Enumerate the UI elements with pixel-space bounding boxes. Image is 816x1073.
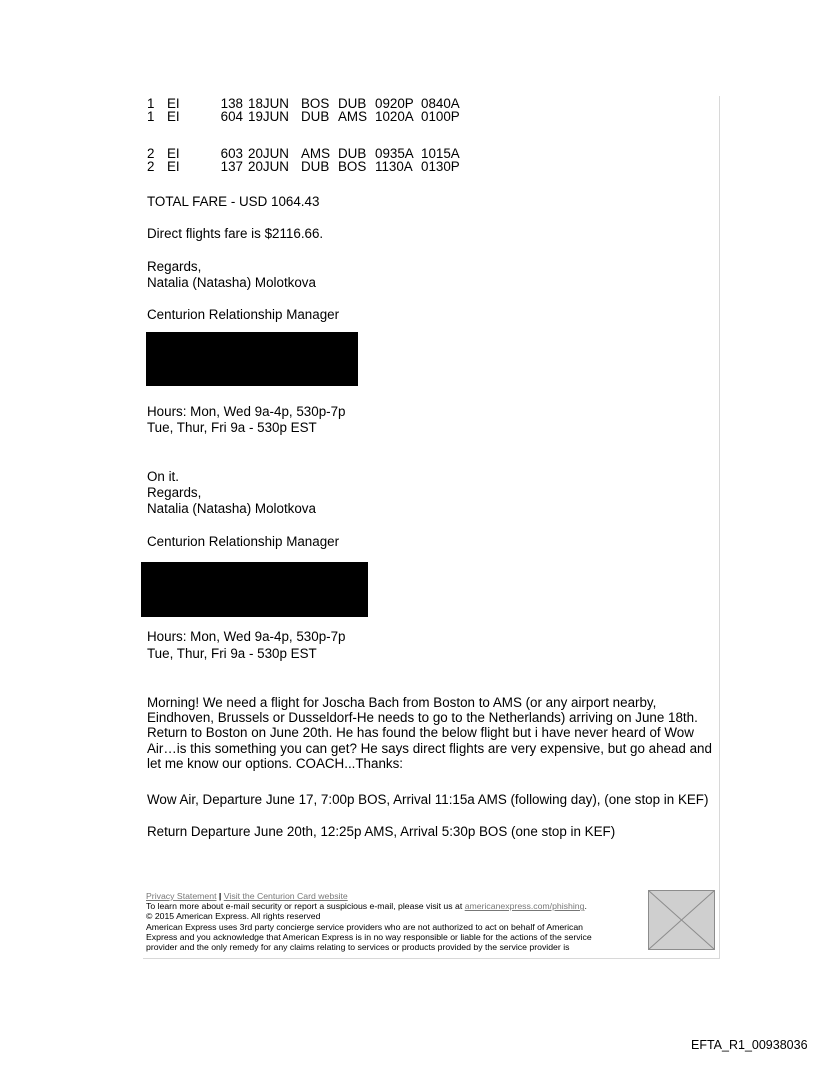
departure-time: 0935A	[375, 146, 414, 161]
origin-airport: AMS	[301, 146, 331, 161]
segment-number: 2	[147, 146, 155, 161]
hours-line: Hours: Mon, Wed 9a-4p, 530p-7p	[147, 404, 346, 419]
hours-line: Tue, Thur, Fri 9a - 530p EST	[147, 646, 317, 661]
destination-airport: AMS	[338, 109, 368, 124]
closing: Regards,	[147, 259, 202, 274]
arrival-time: 0840A	[421, 96, 460, 111]
copyright: © 2015 American Express. All rights reserved	[146, 911, 321, 922]
destination-airport: DUB	[338, 96, 367, 111]
disclaimer-line: provider and the only remedy for any claims relating to services or products provided by the service provider is	[146, 942, 570, 953]
origin-airport: BOS	[301, 96, 330, 111]
flight-date: 18JUN	[248, 96, 289, 111]
period: .	[584, 901, 587, 912]
flight-date: 20JUN	[248, 146, 289, 161]
flight-row	[147, 160, 460, 173]
segment-number: 2	[147, 159, 155, 174]
flight-number: 138	[220, 96, 243, 111]
request-body: Morning! We need a flight for Joscha Bach from Boston to AMS (or any airport nearby, Eindhoven, Brussels or Dusseldorf-He needs to go to the Netherlands) arriving on June 18th. Return to Boston on June 20th. He has found the below flight but i have never heard of Wow Air…is this something you can get? He says direct flights are very expensive, but go ahead and let me know our options. COACH...Thanks:	[147, 695, 712, 771]
airline-code: EI	[167, 109, 180, 124]
airline-code: EI	[167, 146, 180, 161]
wow-return: Return Departure June 20th, 12:25p AMS, Arrival 5:30p BOS (one stop in KEF)	[147, 824, 616, 839]
airline-code: EI	[167, 96, 180, 111]
departure-time: 1020A	[375, 109, 414, 124]
direct-fare: Direct flights fare is $2116.66.	[147, 226, 324, 241]
origin-airport: DUB	[301, 159, 330, 174]
flight-row	[147, 110, 460, 123]
signature-title: Centurion Relationship Manager	[147, 534, 340, 549]
segment-number: 1	[147, 96, 155, 111]
itinerary-outbound	[147, 97, 460, 123]
airline-code: EI	[167, 159, 180, 174]
broken-image-icon	[648, 890, 715, 950]
email-footer	[146, 891, 646, 952]
bates-number: EFTA_R1_00938036	[691, 1038, 808, 1052]
hours-line: Hours: Mon, Wed 9a-4p, 530p-7p	[147, 629, 346, 644]
itinerary-return	[147, 147, 460, 173]
flight-date: 20JUN	[248, 159, 289, 174]
email-frame-bottom	[143, 958, 720, 959]
arrival-time: 1015A	[421, 146, 460, 161]
security-text: To learn more about e-mail security or report a suspicious e-mail, please visit us at	[146, 901, 463, 912]
departure-time: 1130A	[375, 159, 413, 174]
flight-number: 604	[220, 109, 243, 124]
arrival-time: 0100P	[421, 109, 460, 124]
arrival-time: 0130P	[421, 159, 460, 174]
flight-date: 19JUN	[248, 109, 289, 124]
disclaimer-line: American Express uses 3rd party concierge service providers who are not authorized to act on behalf of American	[146, 921, 584, 932]
departure-time: 0920P	[375, 96, 414, 111]
privacy-statement-link[interactable]: Privacy Statement	[146, 891, 217, 901]
flight-number: 603	[220, 146, 243, 161]
wow-departure: Wow Air, Departure June 17, 7:00p BOS, Arrival 11:15a AMS (following day), (one stop in KEF)	[147, 792, 709, 807]
phishing-link[interactable]: americanexpress.com/phishing	[464, 901, 585, 912]
closing: Regards,	[147, 485, 202, 500]
origin-airport: DUB	[301, 109, 330, 124]
flight-number: 137	[220, 159, 243, 174]
destination-airport: DUB	[338, 146, 367, 161]
signature-name: Natalia (Natasha) Molotkova	[147, 501, 316, 516]
hours-line: Tue, Thur, Fri 9a - 530p EST	[147, 420, 317, 435]
separator: |	[218, 891, 222, 901]
centurion-website-link[interactable]: Visit the Centurion Card website	[223, 891, 348, 901]
signature-name: Natalia (Natasha) Molotkova	[147, 275, 316, 290]
segment-number: 1	[147, 109, 155, 124]
disclaimer-line: Express and you acknowledge that American Express is in no way responsible or liable for the actions of the service	[146, 931, 592, 942]
redaction-block	[141, 562, 368, 617]
reply-intro: On it.	[147, 469, 179, 484]
destination-airport: BOS	[338, 159, 367, 174]
signature-title: Centurion Relationship Manager	[147, 307, 340, 322]
total-fare: TOTAL FARE - USD 1064.43	[147, 194, 320, 209]
redaction-block	[146, 332, 358, 386]
